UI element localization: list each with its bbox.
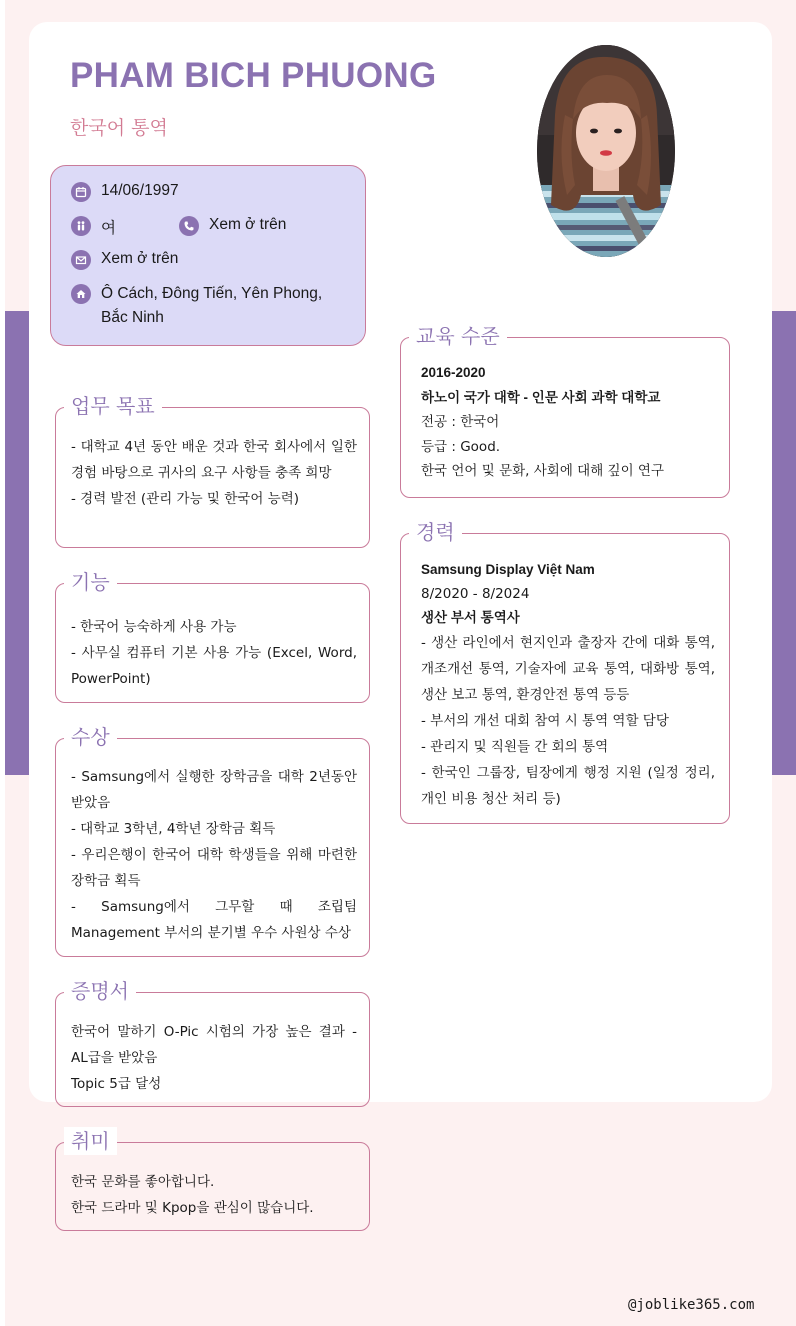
calendar-icon <box>71 182 91 202</box>
phone-value: Xem ở trên <box>209 216 287 233</box>
section-awards <box>55 725 370 957</box>
footer-watermark: @joblike365.com <box>628 1297 755 1313</box>
birthdate-value: 14/06/1997 <box>101 182 179 199</box>
section-education-body <box>421 361 717 484</box>
gender-icon <box>71 216 91 236</box>
experience-line: - 부서의 개선 대회 참여 시 통역 역할 담당 <box>421 713 669 729</box>
section-experience-title: 경력 <box>409 518 462 546</box>
email-value: Xem ở trên <box>101 250 179 267</box>
section-certificates-body <box>71 1019 357 1097</box>
goals-line: - 대학교 4년 동안 배운 것과 한국 회사에서 일한 경험 바탕으로 귀사의 요구 사항들 충족 희망 <box>71 439 357 481</box>
experience-line: - 관리지 및 직원들 간 회의 통역 <box>421 739 609 755</box>
section-experience <box>400 520 730 824</box>
education-grade: 등급 : Good. <box>421 438 501 455</box>
left-accent-band <box>5 311 29 775</box>
gender-value: 여 <box>101 220 116 237</box>
section-awards-body <box>71 764 357 946</box>
awards-line: - 우리은행이 한국어 대학 학생들을 위해 마련한 장학금 획득 <box>71 847 357 889</box>
section-hobbies-title: 취미 <box>64 1127 117 1155</box>
job-title: 한국어 통역 <box>70 117 168 139</box>
hobbies-line: 한국 드라마 및 Kpop을 관심이 많습니다. <box>71 1200 314 1216</box>
section-skills-body <box>71 614 357 692</box>
skills-line: - 사무실 컴퓨터 기본 사용 가능 (Excel, Word, PowerPoint) <box>71 645 357 687</box>
education-period: 2016-2020 <box>421 365 486 380</box>
section-awards-title: 수상 <box>64 723 117 751</box>
section-skills-title: 기능 <box>64 568 117 596</box>
section-goals-title: 업무 목표 <box>64 392 162 420</box>
certificates-line: Topic 5급 달성 <box>71 1076 162 1092</box>
home-icon <box>71 284 91 304</box>
section-certificates-title: 증명서 <box>64 977 136 1005</box>
profile-photo <box>537 45 675 257</box>
education-school: 하노이 국가 대학 - 인문 사회 과학 대학교 <box>421 389 661 405</box>
experience-line: - 생산 라인에서 현지인과 출장자 간에 대화 통역, 개조개선 통역, 기술자에 교육 통역, 대화방 통역, 생산 보고 통역, 환경안전 통역 등등 <box>421 635 715 703</box>
address-value: Ô Cách, Đông Tiến, Yên Phong, Bắc Ninh <box>101 285 323 326</box>
awards-line: - Samsung에서 실행한 장학금을 대학 2년동안 받았음 <box>71 769 357 811</box>
education-note: 한국 언어 및 문화, 사회에 대해 깊이 연구 <box>421 463 664 479</box>
experience-period: 8/2020 - 8/2024 <box>421 586 530 602</box>
right-accent-band <box>772 311 796 775</box>
address-row <box>71 282 341 330</box>
experience-company: Samsung Display Việt Nam <box>421 562 595 577</box>
section-goals <box>55 394 370 548</box>
goals-line: - 경력 발전 (관리 가능 및 한국어 능력) <box>71 491 300 507</box>
experience-role: 생산 부서 통역사 <box>421 610 520 625</box>
email-row <box>71 250 178 270</box>
candidate-name: PHAM BICH PHUONG <box>70 56 437 95</box>
section-hobbies-body <box>71 1169 357 1221</box>
section-education-title: 교육 수준 <box>409 322 507 350</box>
awards-line: - 대학교 3학년, 4학년 장학금 획득 <box>71 821 276 837</box>
birthdate-row <box>71 182 179 202</box>
experience-line: - 한국인 그룹장, 팀장에게 행정 지원 (일정 정리, 개인 비용 청산 처리 등) <box>421 765 715 807</box>
mail-icon <box>71 250 91 270</box>
certificates-line: 한국어 말하기 O-Pic 시험의 가장 높은 결과 - AL급을 받았음 <box>71 1024 357 1066</box>
section-skills <box>55 570 370 703</box>
section-goals-body <box>71 434 357 512</box>
skills-line: - 한국어 능숙하게 사용 가능 <box>71 619 237 635</box>
portrait-illustration <box>537 45 675 257</box>
section-certificates <box>55 979 370 1107</box>
section-education <box>400 324 730 498</box>
education-major: 전공 : 한국어 <box>421 414 500 430</box>
awards-line: - Samsung에서 그무할 때 조립팀 Management 부서의 분기별 우수 사원상 수상 <box>71 899 357 941</box>
section-experience-body <box>421 558 715 812</box>
gender-row <box>71 216 116 238</box>
phone-row <box>179 216 286 236</box>
section-hobbies <box>55 1129 370 1231</box>
phone-icon <box>179 216 199 236</box>
hobbies-line: 한국 문화를 좋아합니다. <box>71 1174 215 1190</box>
